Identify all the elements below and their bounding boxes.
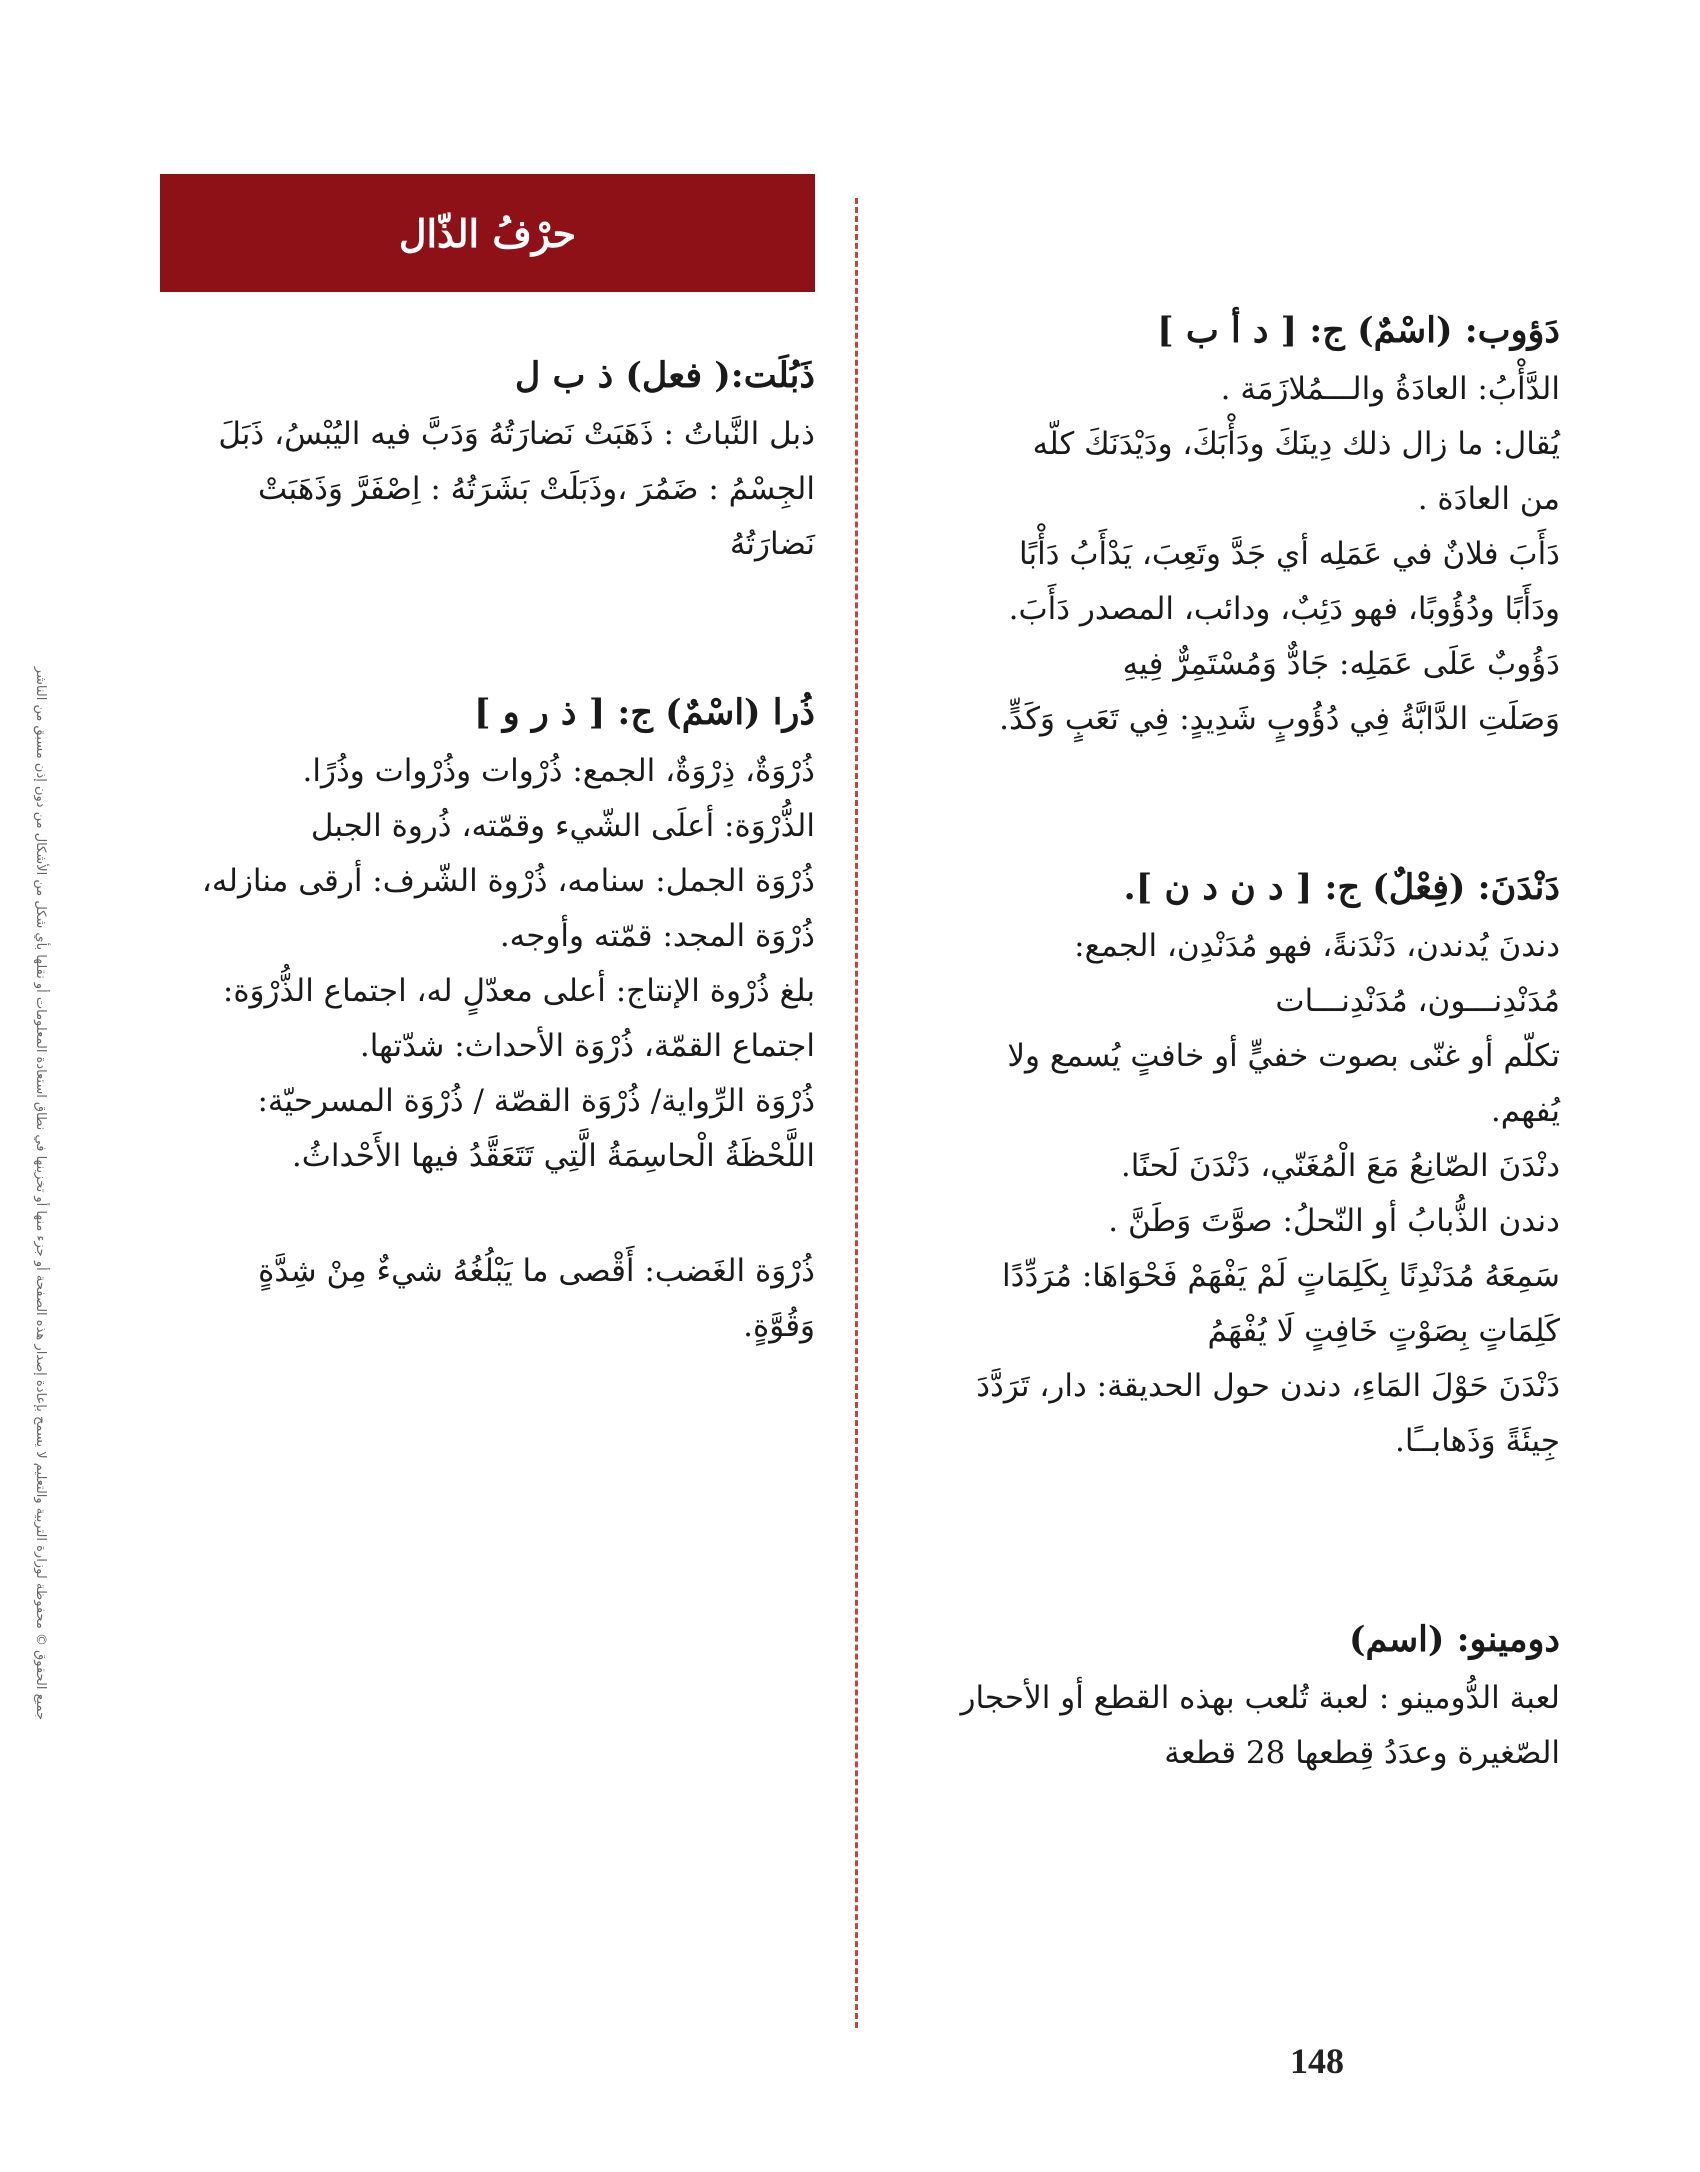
left-column [160, 345, 815, 1354]
chapter-banner [160, 174, 815, 292]
definition-line: دنْدَنَ الصّانِعُ مَعَ الْمُغَنّي، دَنْدَنَ لَحنًا. [1120, 1148, 1560, 1184]
definition-line: دندنَ يُدندن، دَنْدَنةً، فهو مُدَنْدِن، الجمع: [1074, 928, 1560, 964]
definition-line: ذبل النَّباتُ : ذَهَبَتْ نَضارَتُهُ وَدَبَّ فيه اليُبْسُ، ذَبَلَ [218, 416, 815, 452]
definition-line: وَقُوَّةٍ. [743, 1308, 815, 1344]
definition-line: وَصَلَتِ الدَّابَّةُ فِي دُؤُوبٍ شَدِيدٍ: فِي تَعَبٍ وَكَدٍّ. [999, 701, 1560, 737]
definition-line: من العادَة . [1417, 481, 1560, 517]
right-column [880, 300, 1560, 1781]
entry-dandana [880, 857, 1560, 1469]
copyright-sidenote: جميع الحقوق © محفوظة لوزارة التربية والتعليم لا يسمح بإعادة إصدار هذه الصفحة أو جزء منها أو تخزينها في نطاق استعادة المعلومات أو نقلها بأي شكل من الأشكال من دون إذن مسبق من الناشر [33, 666, 48, 1720]
definition-line: الذُّرْوَة: أعلَى الشّيء وقمّته، ذُروة الجبل [310, 808, 815, 844]
definition-line: يُقال: ما زال ذلك دِينَكَ ودَأْبَكَ، ودَيْدَنَكَ كلّه [1032, 426, 1560, 462]
definition-line: دندن الذُّبابُ أو النّحلُ: صوَّتَ وَطَنَّ . [1108, 1203, 1560, 1239]
definition-line: مُدَنْدِنـــون، مُدَنْدِنـــات [1275, 983, 1560, 1019]
definition-line: جِيئَةً وَذَهابــًا. [1394, 1423, 1560, 1459]
definition-line: بلغ ذُرْوة الإنتاج: أعلى معدّلٍ له، اجتماع الذُّرْوَة: [222, 973, 815, 1009]
definition-line: ذُرْوَةٌ، ذِرْوَةٌ، الجمع: ذُرْوات وذُرْوات وذُرًا. [302, 753, 815, 789]
definition-line: ذُرْوَة الجمل: سنامه، ذُرْوة الشّرف: أرقى منازله، [201, 863, 815, 899]
definition-line: لعبة الدُّومينو : لعبة تُلعب بهذه القطع أو الأحجار [960, 1680, 1560, 1716]
definition-line: دَؤُوبٌ عَلَى عَمَلِه: جَادٌّ وَمُسْتَمِرٌّ فِيهِ [1122, 646, 1560, 682]
entry-headword: دَؤوب: (اسْمٌ) ج: [ د أ ب ] [1157, 310, 1560, 351]
definition-line: دَأَبَ فلانٌ في عَمَلِه أي جَدَّ وتَعِبَ، يَدْأَبُ دَأْبًا [1019, 536, 1560, 572]
column-divider [855, 198, 858, 2028]
definition-line: ذُرْوَة الرِّواية/ ذُرْوَة القصّة / ذُرْوَة المسرحيّة: [257, 1083, 815, 1119]
entry-dhura [160, 682, 815, 1354]
page-number: 148 [1290, 2041, 1344, 2081]
definition-line: الجِسْمُ : ضَمُرَ ،وذَبَلَتْ بَشَرَتُهُ : اِصْفَرَّ وَذَهَبَتْ [258, 471, 815, 507]
entry-daoob [880, 300, 1560, 747]
definition-line: تكلّم أو غنّى بصوت خفيٍّ أو خافتٍ يُسمع ولا [1007, 1038, 1560, 1074]
definition-line: نَضارَتُهُ [729, 526, 815, 562]
definition-line: كَلِمَاتٍ بِصَوْتٍ خَافِتٍ لَا يُفْهَمُ [1207, 1313, 1560, 1349]
definition-line: دَنْدَنَ حَوْلَ المَاءِ، دندن حول الحديقة: دار، تَرَدَّدَ [976, 1368, 1560, 1404]
definition-line: الصّغيرة وعدَدُ قِطعها 28 قطعة [1164, 1735, 1560, 1771]
entry-domino [880, 1609, 1560, 1781]
definition-line: اللَّحْظَةُ الْحاسِمَةُ الَّتِي تَتَعَقَّدُ فيها الأَحْداثُ. [291, 1138, 815, 1174]
entry-dhabulat [160, 345, 815, 572]
entry-headword: ذَبُلَت:( فعل) ذ ب ل [514, 355, 815, 396]
entry-headword: دَنْدَنَ: (فِعْلٌ) ج: [ د ن د ن ]. [1123, 867, 1560, 908]
definition-line: ذُرْوَة الغَضب: أَقْصى ما يَبْلُغُهُ شيءٌ مِنْ شِدَّةٍ [258, 1253, 815, 1289]
entry-headword: دومينو: (اسم) [1348, 1619, 1560, 1660]
entry-headword: ذُرا (اسْمٌ) ج: [ ذ ر و ] [474, 692, 815, 733]
definition-line: الدَّأْبُ: العادَةُ والـــمُلازَمَة . [1220, 371, 1560, 407]
definition-line: ودَأَبًا ودُؤُوبًا، فهو دَئِبٌ، ودائب، المصدر دَأَبَ. [1008, 591, 1560, 627]
chapter-title: حرْفُ الذّال [398, 210, 577, 256]
definition-line: اجتماع القمّة، ذُرْوَة الأحداث: شدّتها. [359, 1028, 815, 1064]
definition-line: سَمِعَهُ مُدَنْدِنًا بِكَلِمَاتٍ لَمْ يَفْهَمْ فَحْوَاهَا: مُرَدِّدًا [1002, 1258, 1560, 1294]
definition-line: ذُرْوَة المجد: قمّته وأوجه. [499, 918, 815, 954]
definition-line: يُفهم. [1490, 1093, 1560, 1129]
